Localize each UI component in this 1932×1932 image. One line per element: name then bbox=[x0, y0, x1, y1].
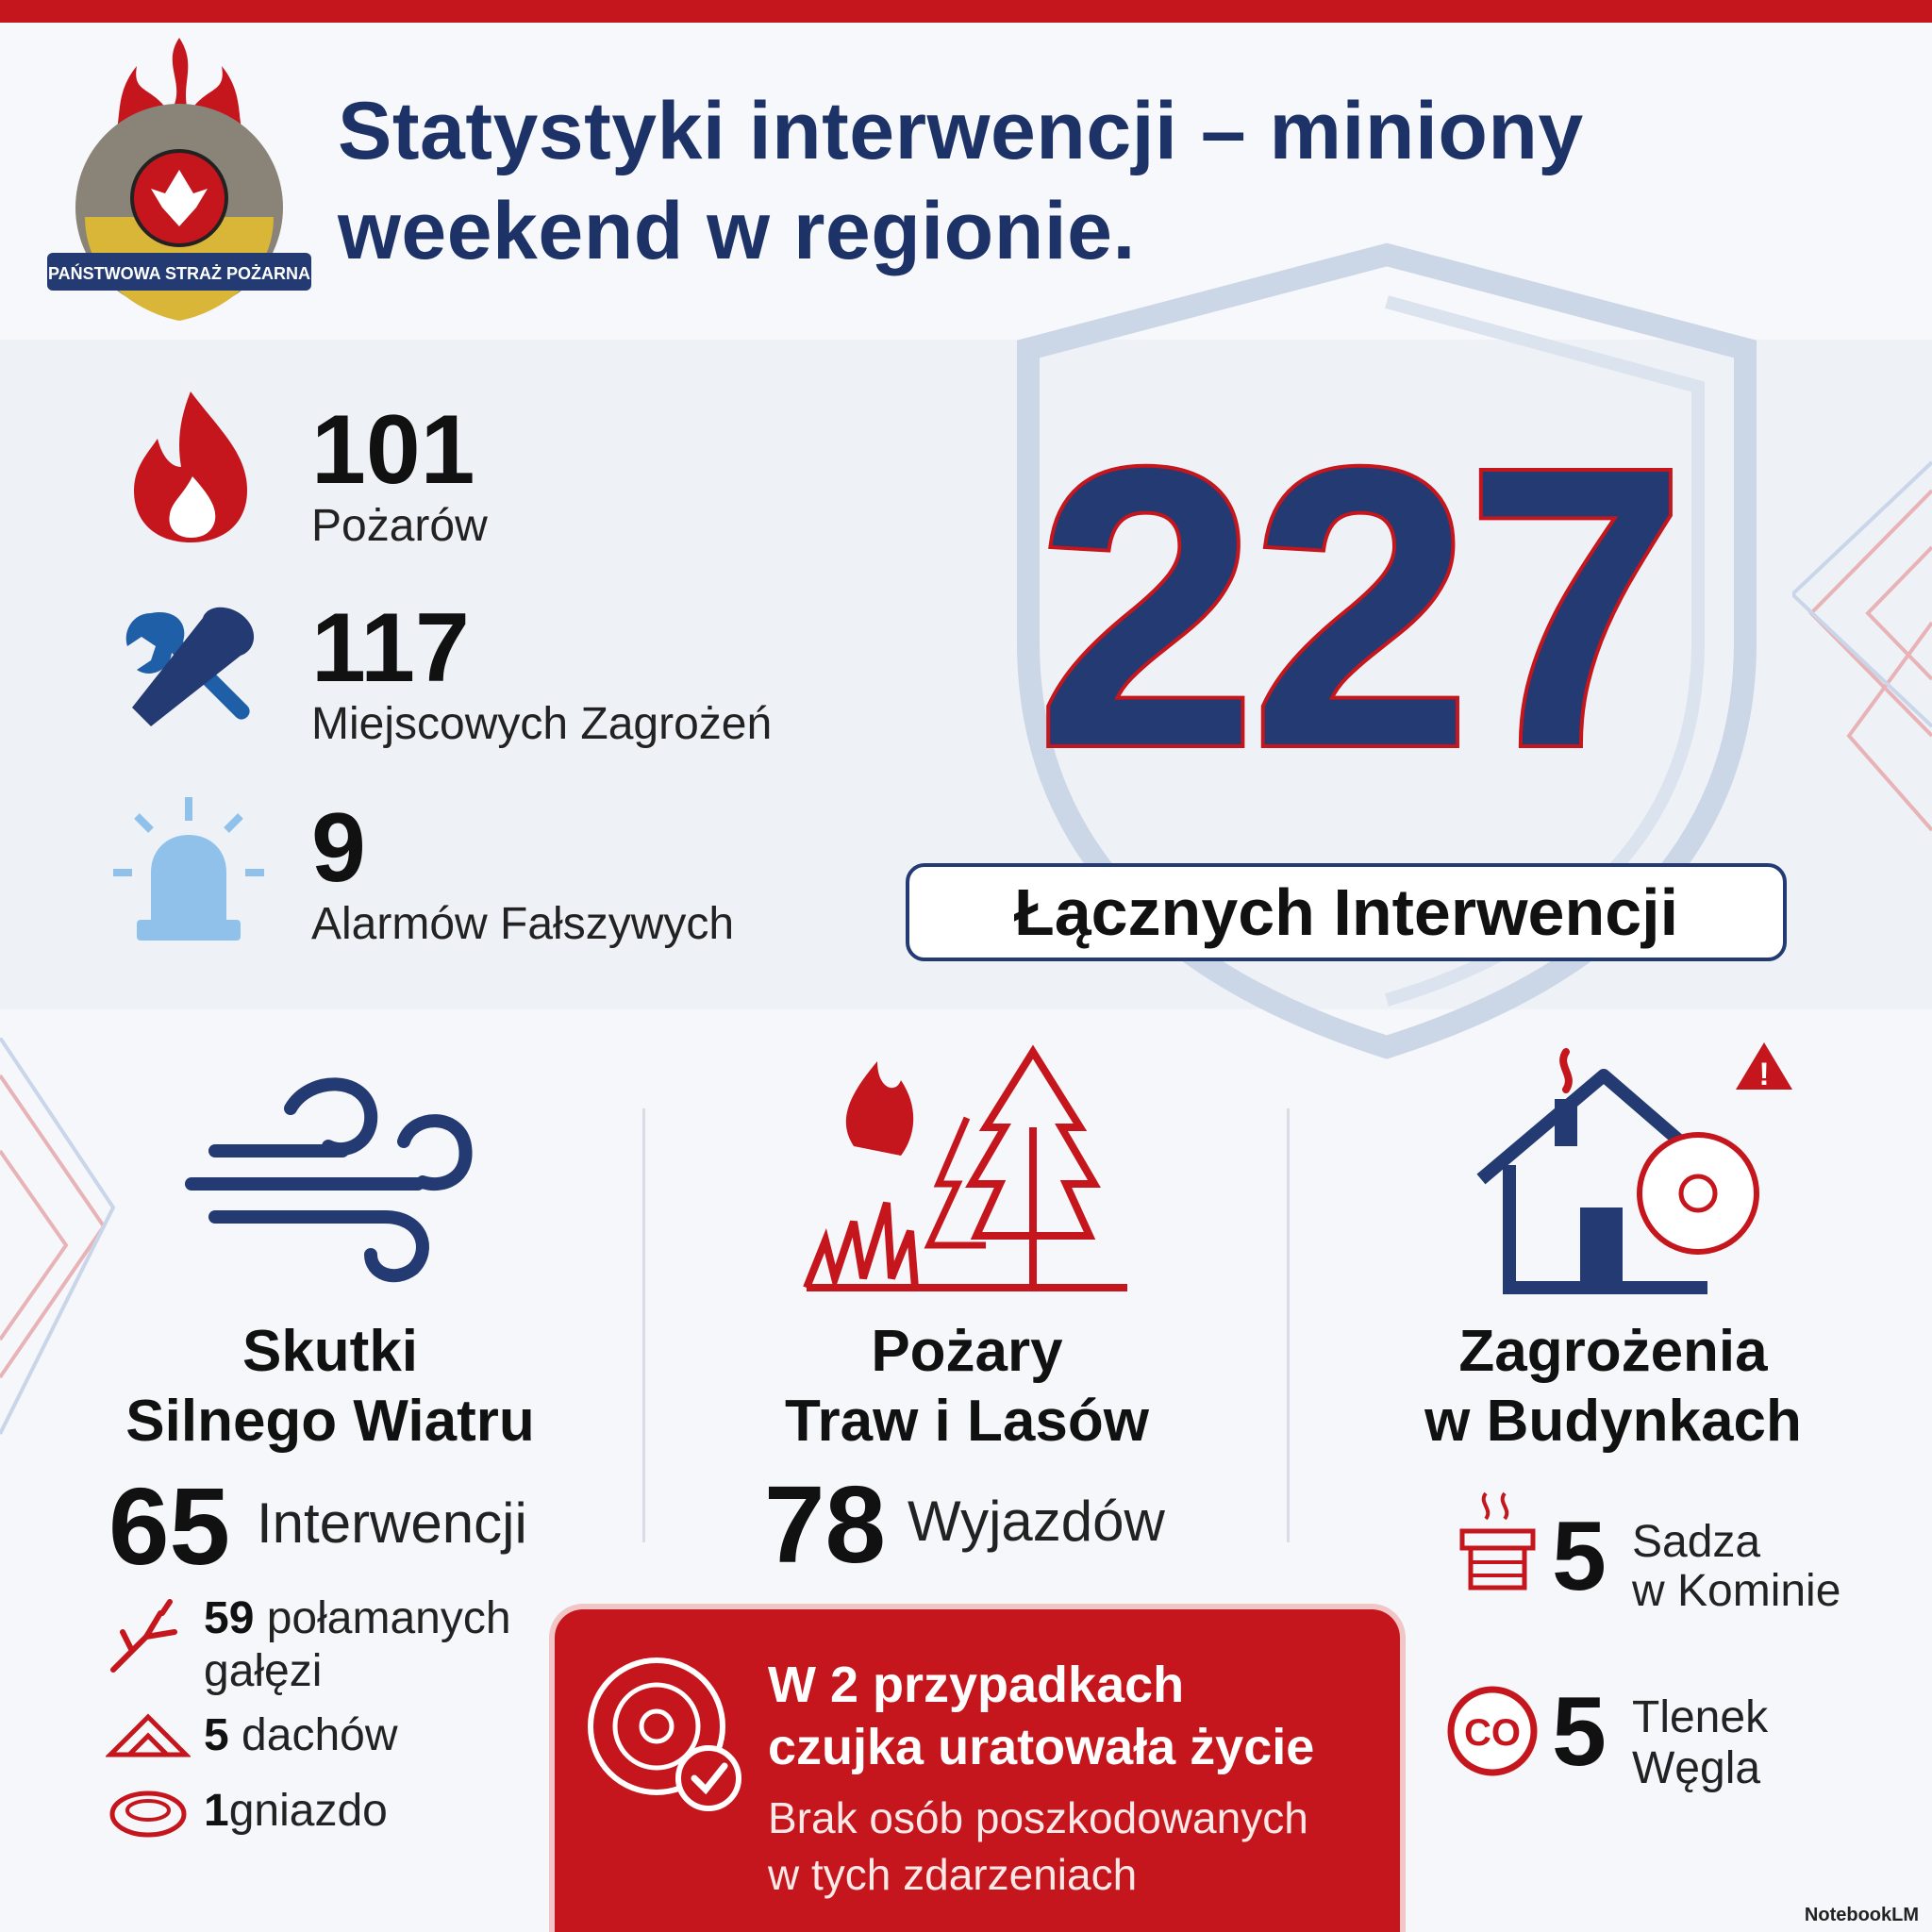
grass-value: 78 bbox=[764, 1463, 887, 1586]
wind-item-nest-text: gniazdo bbox=[228, 1786, 388, 1836]
chimney-icon bbox=[1457, 1489, 1538, 1592]
stat-fires-label: Pożarów bbox=[311, 501, 488, 551]
grass-title-line2: Traw i Lasów bbox=[785, 1389, 1149, 1454]
stat-false-alarms-label: Alarmów Fałszywych bbox=[311, 899, 735, 949]
callout-line2: czujka uratowała życie bbox=[768, 1719, 1315, 1775]
soot-line2: w Kominie bbox=[1632, 1566, 1841, 1616]
forest-fire-icon bbox=[797, 1042, 1137, 1297]
top-red-bar bbox=[0, 0, 1932, 23]
total-interventions-box bbox=[906, 863, 1787, 961]
psp-logo-icon bbox=[47, 28, 311, 340]
column-divider bbox=[642, 1108, 645, 1542]
logo-text: PAŃSTWOWA STRAŻ POŻARNA bbox=[48, 264, 310, 283]
stat-false-alarms-value: 9 bbox=[311, 793, 366, 903]
co-line1: Tlenek bbox=[1632, 1692, 1769, 1742]
detector-callout bbox=[555, 1609, 1400, 1932]
total-interventions-label: Łącznych Interwencji bbox=[1013, 875, 1679, 949]
callout-line1: W 2 przypadkach bbox=[768, 1657, 1185, 1713]
wind-item-branches-text: połamanych bbox=[266, 1593, 511, 1643]
smoke-detector-icon bbox=[581, 1651, 751, 1821]
wind-item-branches bbox=[204, 1592, 511, 1645]
column-divider bbox=[1287, 1108, 1290, 1542]
wind-unit: Interwencji bbox=[257, 1491, 527, 1555]
wind-title-line1: Skutki bbox=[242, 1319, 419, 1384]
co-badge-text: CO bbox=[1464, 1712, 1521, 1754]
wind-item-nest bbox=[204, 1785, 388, 1838]
wind-item-roofs-text: dachów bbox=[242, 1710, 398, 1760]
nest-icon bbox=[108, 1788, 189, 1840]
siren-icon bbox=[108, 797, 269, 948]
notebooklm-watermark: NotebookLM bbox=[1804, 1905, 1919, 1925]
wind-item-roofs-num: 5 bbox=[204, 1710, 229, 1760]
buildings-title-line2: w Budynkach bbox=[1424, 1389, 1802, 1454]
co-value: 5 bbox=[1552, 1677, 1607, 1787]
stat-hazards-label: Miejscowych Zagrożeń bbox=[311, 699, 773, 749]
wind-item-branches-text2: gałęzi bbox=[204, 1646, 323, 1696]
callout-sub1: Brak osób poszkodowanych bbox=[768, 1793, 1308, 1842]
wind-item-roofs bbox=[204, 1709, 398, 1762]
co-line2: Węgla bbox=[1632, 1743, 1761, 1793]
grass-unit: Wyjazdów bbox=[908, 1490, 1165, 1553]
soot-value: 5 bbox=[1552, 1502, 1607, 1611]
wind-title-line2: Silnego Wiatru bbox=[125, 1389, 535, 1454]
roof-icon bbox=[106, 1707, 191, 1764]
broken-branch-icon bbox=[104, 1594, 189, 1679]
stat-hazards-value: 117 bbox=[311, 593, 470, 703]
wrench-icon bbox=[113, 594, 264, 745]
wind-item-branches-num: 59 bbox=[204, 1593, 255, 1643]
soot-line1: Sadza bbox=[1632, 1517, 1761, 1567]
house-smoke-detector-icon bbox=[1472, 1033, 1830, 1302]
co-icon bbox=[1445, 1684, 1540, 1778]
grass-title-line1: Pożary bbox=[871, 1319, 1063, 1384]
stat-fires-value: 101 bbox=[311, 395, 475, 505]
wind-value: 65 bbox=[108, 1465, 231, 1588]
page-title: Statystyki interwencji – miniony weekend w regionie. bbox=[338, 86, 1584, 276]
callout-sub2: w tych zdarzeniach bbox=[768, 1850, 1138, 1899]
wind-item-nest-num: 1 bbox=[204, 1786, 229, 1836]
buildings-title-line1: Zagrożenia bbox=[1458, 1319, 1768, 1384]
wind-icon bbox=[177, 1071, 489, 1288]
total-interventions-value: 227 bbox=[1036, 387, 1681, 829]
fire-icon bbox=[125, 387, 257, 547]
svg-text:!: ! bbox=[1758, 1057, 1770, 1092]
